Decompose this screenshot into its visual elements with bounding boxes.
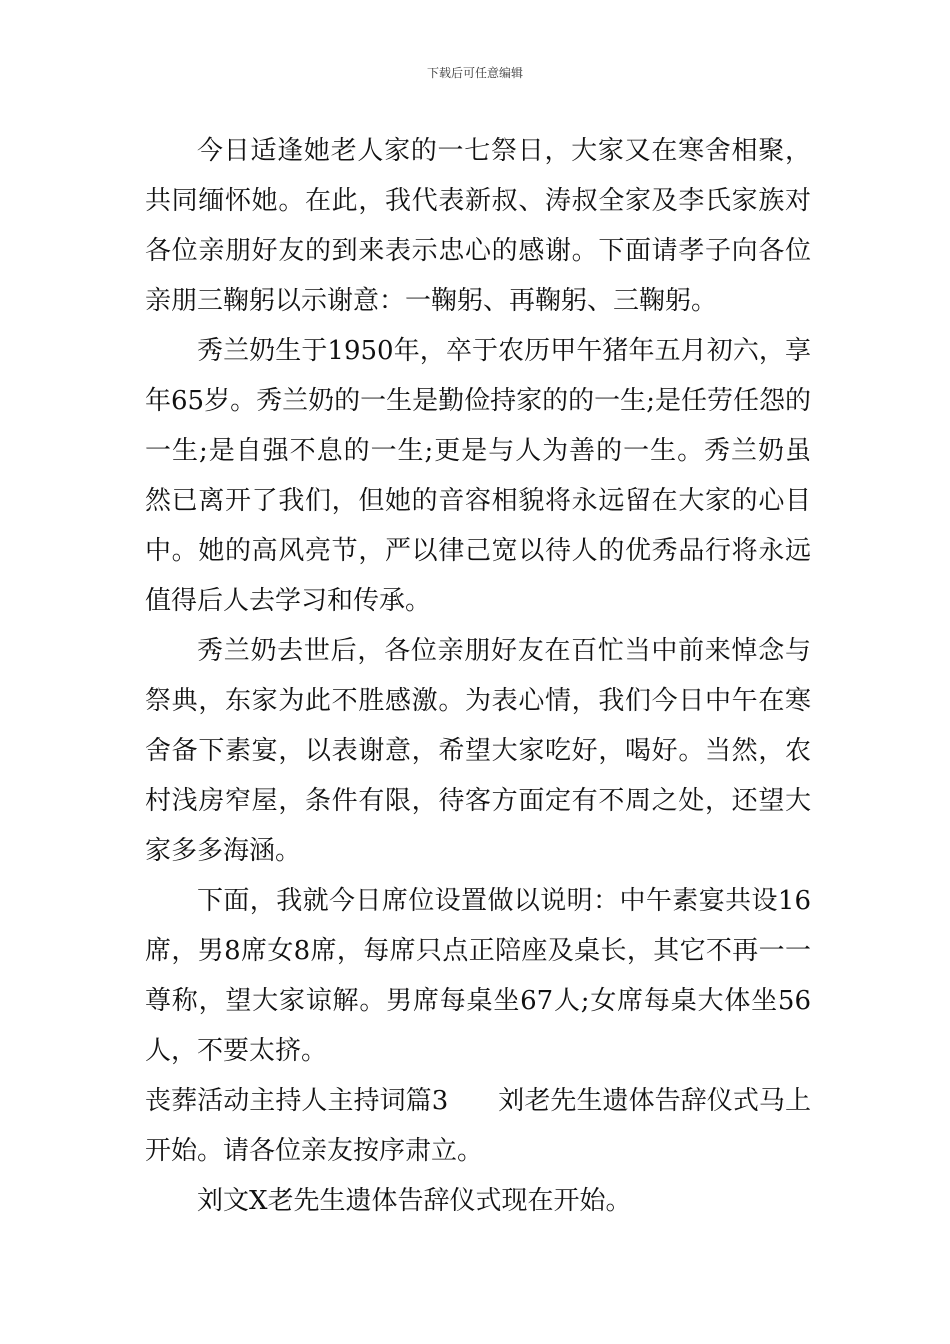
section-title: 丧葬活动主持人主持词篇3	[145, 1086, 449, 1116]
paragraph-memorial-opening: 今日适逢她老人家的一七祭日，大家又在寒舍相聚，共同缅怀她。在此，我代表新叔、涛叔全家及李氏家族对各位亲朋好友的到来表示忠心的感谢。下面请孝子向各位亲朋三鞠躬以示谢意：一鞠躬、再鞠躬、三鞠躬。	[145, 136, 811, 316]
paragraph-section-three	[145, 1076, 811, 1176]
page-header: 下载后可任意编辑	[426, 66, 523, 80]
farewell-announcement: 刘老先生遗体告辞仪式马上开始。请各位亲友按序肃立。	[145, 1086, 811, 1166]
document-body	[145, 126, 811, 1226]
paragraph-biography: 秀兰奶生于1950年，卒于农历甲午猪年五月初六，享年65岁。秀兰奶的一生是勤俭持家的的一生;是任劳任怨的一生;是自强不息的一生;更是与人为善的一生。秀兰奶虽然已离开了我们，但她的音容相貌将永远留在大家的心目中。她的高风亮节，严以律己宽以待人的优秀品行将永远值得后人去学习和传承。	[145, 336, 811, 616]
paragraph-seating-arrangement: 下面，我就今日席位设置做以说明：中午素宴共设16席，男8席女8席，每席只点正陪座及桌长，其它不再一一尊称，望大家谅解。男席每桌坐67人;女席每桌大体坐56人，不要太挤。	[145, 886, 811, 1066]
paragraph-banquet-thanks: 秀兰奶去世后，各位亲朋好友在百忙当中前来悼念与祭典，东家为此不胜感激。为表心情，我们今日中午在寒舍备下素宴，以表谢意，希望大家吃好，喝好。当然，农村浅房窄屋，条件有限，待客方面定有不周之处，还望大家多多海涵。	[145, 636, 811, 866]
paragraph-ceremony-start: 刘文X老先生遗体告辞仪式现在开始。	[197, 1186, 632, 1216]
